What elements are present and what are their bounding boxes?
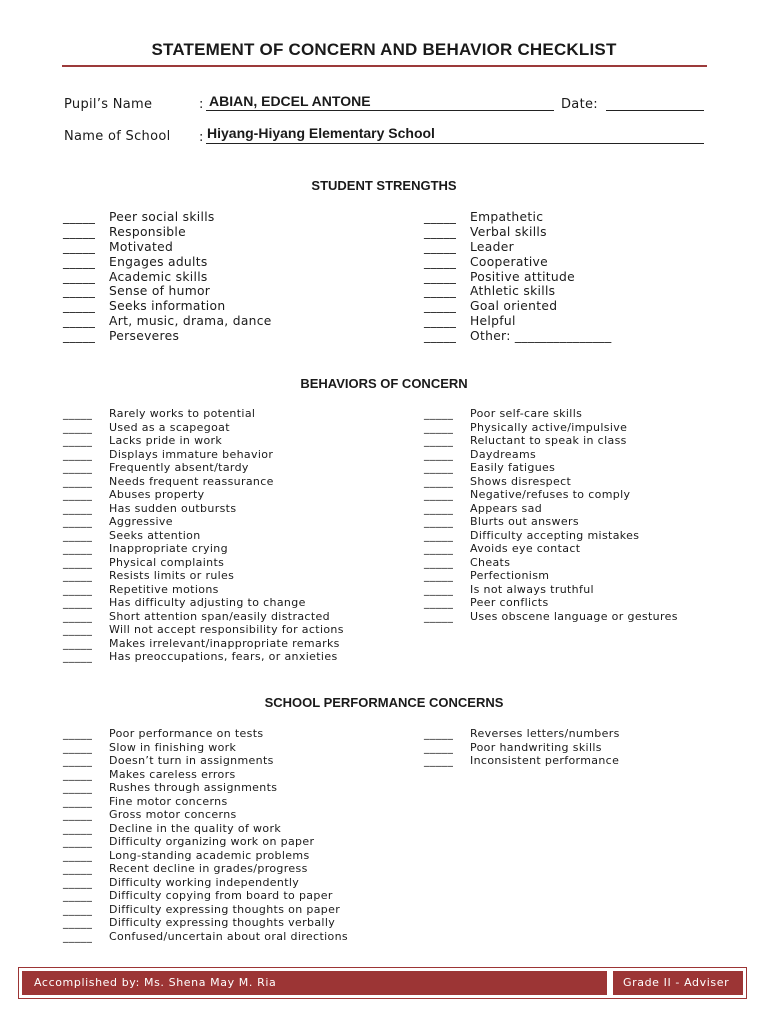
- checklist-item-label: Makes careless errors: [109, 767, 236, 781]
- check-blank[interactable]: _____: [63, 284, 96, 299]
- checklist-item-label: Poor self-care skills: [470, 407, 583, 420]
- check-blank[interactable]: _____: [63, 461, 93, 474]
- school-name-label: Name of School: [64, 129, 171, 144]
- check-blank[interactable]: _____: [63, 609, 93, 623]
- check-blank[interactable]: _____: [63, 254, 96, 269]
- checklist-item-label: Has difficulty adjusting to change: [109, 596, 306, 609]
- check-blank[interactable]: _____: [63, 210, 96, 224]
- check-blank[interactable]: _____: [63, 902, 93, 916]
- pupil-name-colon: :: [199, 97, 204, 112]
- footer-role: Grade II - Adviser: [613, 971, 743, 995]
- check-blank[interactable]: _____: [424, 299, 457, 314]
- check-blank[interactable]: _____: [424, 284, 457, 299]
- check-blank[interactable]: _____: [424, 407, 454, 420]
- check-blank[interactable]: _____: [424, 528, 454, 542]
- check-blank[interactable]: _____: [63, 582, 93, 596]
- checklist-item-label: Goal oriented: [470, 299, 558, 314]
- check-blank[interactable]: _____: [63, 835, 93, 848]
- checklist-item-label: Recent decline in grades/progress: [109, 862, 308, 875]
- checklist-item-label: Decline in the quality of work: [109, 821, 282, 835]
- check-blank[interactable]: _____: [63, 542, 93, 555]
- checklist-item-label: Makes irrelevant/inappropriate remarks: [109, 636, 340, 650]
- checklist-item-label: Inconsistent performance: [470, 754, 620, 767]
- checklist-item-label: Shows disrespect: [470, 474, 572, 488]
- checklist-item-label: Perfectionism: [470, 569, 550, 582]
- check-blank[interactable]: _____: [424, 224, 457, 239]
- checklist-item-label: Difficulty expressing thoughts on paper: [109, 902, 341, 916]
- checklist-item-label: Long-standing academic problems: [109, 848, 310, 862]
- checklist-item-label: Poor handwriting skills: [470, 740, 602, 754]
- checklist-item-label: Physical complaints: [109, 555, 225, 569]
- check-blank[interactable]: _____: [63, 754, 93, 767]
- check-blank[interactable]: _____: [424, 329, 457, 344]
- check-blank[interactable]: _____: [424, 254, 457, 269]
- check-blank[interactable]: _____: [63, 740, 93, 754]
- check-blank[interactable]: _____: [424, 239, 457, 254]
- checklist-item-label: Displays immature behavior: [109, 447, 274, 461]
- checklist-item-label: Peer conflicts: [470, 596, 549, 609]
- check-blank[interactable]: _____: [424, 754, 454, 767]
- checklist-item-label: Responsible: [109, 224, 186, 239]
- check-blank[interactable]: _____: [63, 848, 93, 862]
- checklist-item-label: Reluctant to speak in class: [470, 434, 627, 447]
- checklist-item-label: Negative/refuses to comply: [470, 488, 631, 501]
- check-blank[interactable]: _____: [424, 461, 454, 474]
- checklist-item-label: Seeks attention: [109, 528, 201, 542]
- checklist-item-label: Empathetic: [470, 210, 544, 224]
- checklist-item-label: Appears sad: [470, 501, 543, 515]
- check-blank[interactable]: _____: [424, 474, 454, 488]
- checklist-item-label: Positive attitude: [470, 269, 575, 284]
- check-blank[interactable]: _____: [63, 224, 96, 239]
- pupil-name-underline: [206, 110, 554, 111]
- check-blank[interactable]: _____: [424, 542, 454, 555]
- check-blank[interactable]: _____: [424, 314, 457, 329]
- check-blank[interactable]: _____: [63, 650, 93, 663]
- checklist-item-label: Engages adults: [109, 254, 208, 269]
- check-blank[interactable]: _____: [424, 447, 454, 461]
- check-blank[interactable]: _____: [63, 862, 93, 875]
- pupil-name-value[interactable]: ABIAN, EDCEL ANTONE: [209, 93, 371, 109]
- checklist-item-label: Art, music, drama, dance: [109, 314, 272, 329]
- checklist-item-label: Other: _______________: [470, 329, 612, 344]
- check-blank[interactable]: _____: [63, 447, 93, 461]
- check-blank[interactable]: _____: [63, 875, 93, 889]
- checklist-item-label: Fine motor concerns: [109, 794, 228, 808]
- date-field[interactable]: [606, 110, 704, 111]
- checklist-item-label: Needs frequent reassurance: [109, 474, 274, 488]
- check-blank[interactable]: _____: [424, 488, 454, 501]
- check-blank[interactable]: _____: [63, 808, 93, 821]
- checklist-item-label: Lacks pride in work: [109, 434, 223, 447]
- check-blank[interactable]: _____: [63, 515, 93, 528]
- checklist-item-label: Used as a scapegoat: [109, 420, 230, 434]
- check-blank[interactable]: _____: [63, 596, 93, 609]
- checklist-item-label: Cheats: [470, 555, 511, 569]
- check-blank[interactable]: _____: [63, 636, 93, 650]
- checklist-item-label: Is not always truthful: [470, 582, 594, 596]
- checklist-item-label: Academic skills: [109, 269, 208, 284]
- checklist-item-label: Aggressive: [109, 515, 173, 528]
- checklist-item-label: Avoids eye contact: [470, 542, 581, 555]
- check-blank[interactable]: _____: [63, 269, 96, 284]
- checklist-item-label: Difficulty expressing thoughts verbally: [109, 916, 336, 929]
- checklist-item-label: Seeks information: [109, 299, 226, 314]
- checklist-item-label: Uses obscene language or gestures: [470, 609, 678, 623]
- check-blank[interactable]: _____: [424, 740, 454, 754]
- check-blank[interactable]: _____: [63, 239, 96, 254]
- check-blank[interactable]: _____: [424, 515, 454, 528]
- checklist-item-label: Poor performance on tests: [109, 727, 264, 740]
- checklist-item-label: Difficulty copying from board to paper: [109, 889, 333, 902]
- check-blank[interactable]: _____: [63, 434, 93, 447]
- checklist-item-label: Physically active/impulsive: [470, 420, 628, 434]
- check-blank[interactable]: _____: [63, 889, 93, 902]
- check-blank[interactable]: _____: [63, 555, 93, 569]
- checklist-item-label: Rushes through assignments: [109, 781, 278, 794]
- performance-section-title: SCHOOL PERFORMANCE CONCERNS: [264, 695, 504, 710]
- document-title: STATEMENT OF CONCERN AND BEHAVIOR CHECKLIST: [151, 40, 617, 59]
- checklist-item-label: Blurts out answers: [470, 515, 579, 528]
- check-blank[interactable]: _____: [63, 420, 93, 434]
- school-name-underline: [206, 143, 704, 144]
- checklist-item-label: Sense of humor: [109, 284, 211, 299]
- checklist-item-label: Reverses letters/numbers: [470, 727, 620, 740]
- school-name-value[interactable]: Hiyang-Hiyang Elementary School: [207, 125, 435, 141]
- checklist-item-label: Has sudden outbursts: [109, 501, 237, 515]
- checklist-item-label: Peer social skills: [109, 210, 215, 224]
- checklist-item-label: Easily fatigues: [470, 461, 556, 474]
- check-blank[interactable]: _____: [63, 488, 93, 501]
- check-blank[interactable]: _____: [63, 794, 93, 808]
- check-blank[interactable]: _____: [63, 407, 93, 420]
- check-blank[interactable]: _____: [63, 821, 93, 835]
- checklist-item-label: Perseveres: [109, 329, 180, 344]
- checklist-item-label: Leader: [470, 239, 514, 254]
- checklist-item-label: Rarely works to potential: [109, 407, 256, 420]
- school-name-colon: :: [199, 130, 204, 145]
- checklist-item-label: Verbal skills: [470, 224, 547, 239]
- checklist-item-label: Cooperative: [470, 254, 548, 269]
- check-blank[interactable]: _____: [424, 582, 454, 596]
- check-blank[interactable]: _____: [424, 210, 457, 224]
- footer-accomplished-by: Accomplished by: Ms. Shena May M. Ria: [22, 971, 607, 995]
- checklist-item-label: Motivated: [109, 239, 174, 254]
- behaviors-section-title: BEHAVIORS OF CONCERN: [300, 376, 468, 391]
- check-blank[interactable]: _____: [424, 596, 454, 609]
- checklist-item-label: Abuses property: [109, 488, 205, 501]
- checklist-item-label: Difficulty accepting mistakes: [470, 528, 640, 542]
- check-blank[interactable]: _____: [63, 329, 96, 344]
- check-blank[interactable]: _____: [63, 623, 93, 636]
- checklist-item-label: Difficulty working independently: [109, 875, 300, 889]
- checklist-item-label: Resists limits or rules: [109, 569, 235, 582]
- title-rule: [62, 65, 707, 67]
- check-blank[interactable]: _____: [424, 420, 454, 434]
- date-label: Date:: [561, 97, 598, 112]
- pupil-name-label: Pupil’s Name: [64, 97, 153, 112]
- check-blank[interactable]: _____: [424, 555, 454, 569]
- check-blank[interactable]: _____: [63, 474, 93, 488]
- checklist-item-label: Inappropriate crying: [109, 542, 228, 555]
- check-blank[interactable]: _____: [424, 501, 454, 515]
- check-blank[interactable]: _____: [424, 434, 454, 447]
- check-blank[interactable]: _____: [63, 528, 93, 542]
- check-blank[interactable]: _____: [63, 299, 96, 314]
- check-blank[interactable]: _____: [63, 781, 93, 794]
- checklist-item-label: Helpful: [470, 314, 516, 329]
- check-blank[interactable]: _____: [424, 609, 454, 623]
- check-blank[interactable]: _____: [63, 916, 93, 929]
- checklist-item-label: Gross motor concerns: [109, 808, 237, 821]
- checklist-item-label: Will not accept responsibility for actions: [109, 623, 344, 636]
- check-blank[interactable]: _____: [63, 929, 93, 943]
- check-blank[interactable]: _____: [424, 727, 454, 740]
- check-blank[interactable]: _____: [63, 767, 93, 781]
- checklist-item-label: Athletic skills: [470, 284, 556, 299]
- checklist-item-label: Short attention span/easily distracted: [109, 609, 330, 623]
- checklist-item-label: Difficulty organizing work on paper: [109, 835, 315, 848]
- check-blank[interactable]: _____: [63, 314, 96, 329]
- checklist-item-label: Repetitive motions: [109, 582, 219, 596]
- check-blank[interactable]: _____: [63, 727, 93, 740]
- check-blank[interactable]: _____: [424, 269, 457, 284]
- checklist-item-label: Slow in finishing work: [109, 740, 237, 754]
- check-blank[interactable]: _____: [63, 501, 93, 515]
- checklist-item-label: Daydreams: [470, 447, 537, 461]
- checklist-item-label: Frequently absent/tardy: [109, 461, 249, 474]
- checklist-item-label: Doesn’t turn in assignments: [109, 754, 274, 767]
- check-blank[interactable]: _____: [63, 569, 93, 582]
- strengths-section-title: STUDENT STRENGTHS: [311, 178, 457, 193]
- check-blank[interactable]: _____: [424, 569, 454, 582]
- checklist-item-label: Has preoccupations, fears, or anxieties: [109, 650, 338, 663]
- checklist-item-label: Confused/uncertain about oral directions: [109, 929, 348, 943]
